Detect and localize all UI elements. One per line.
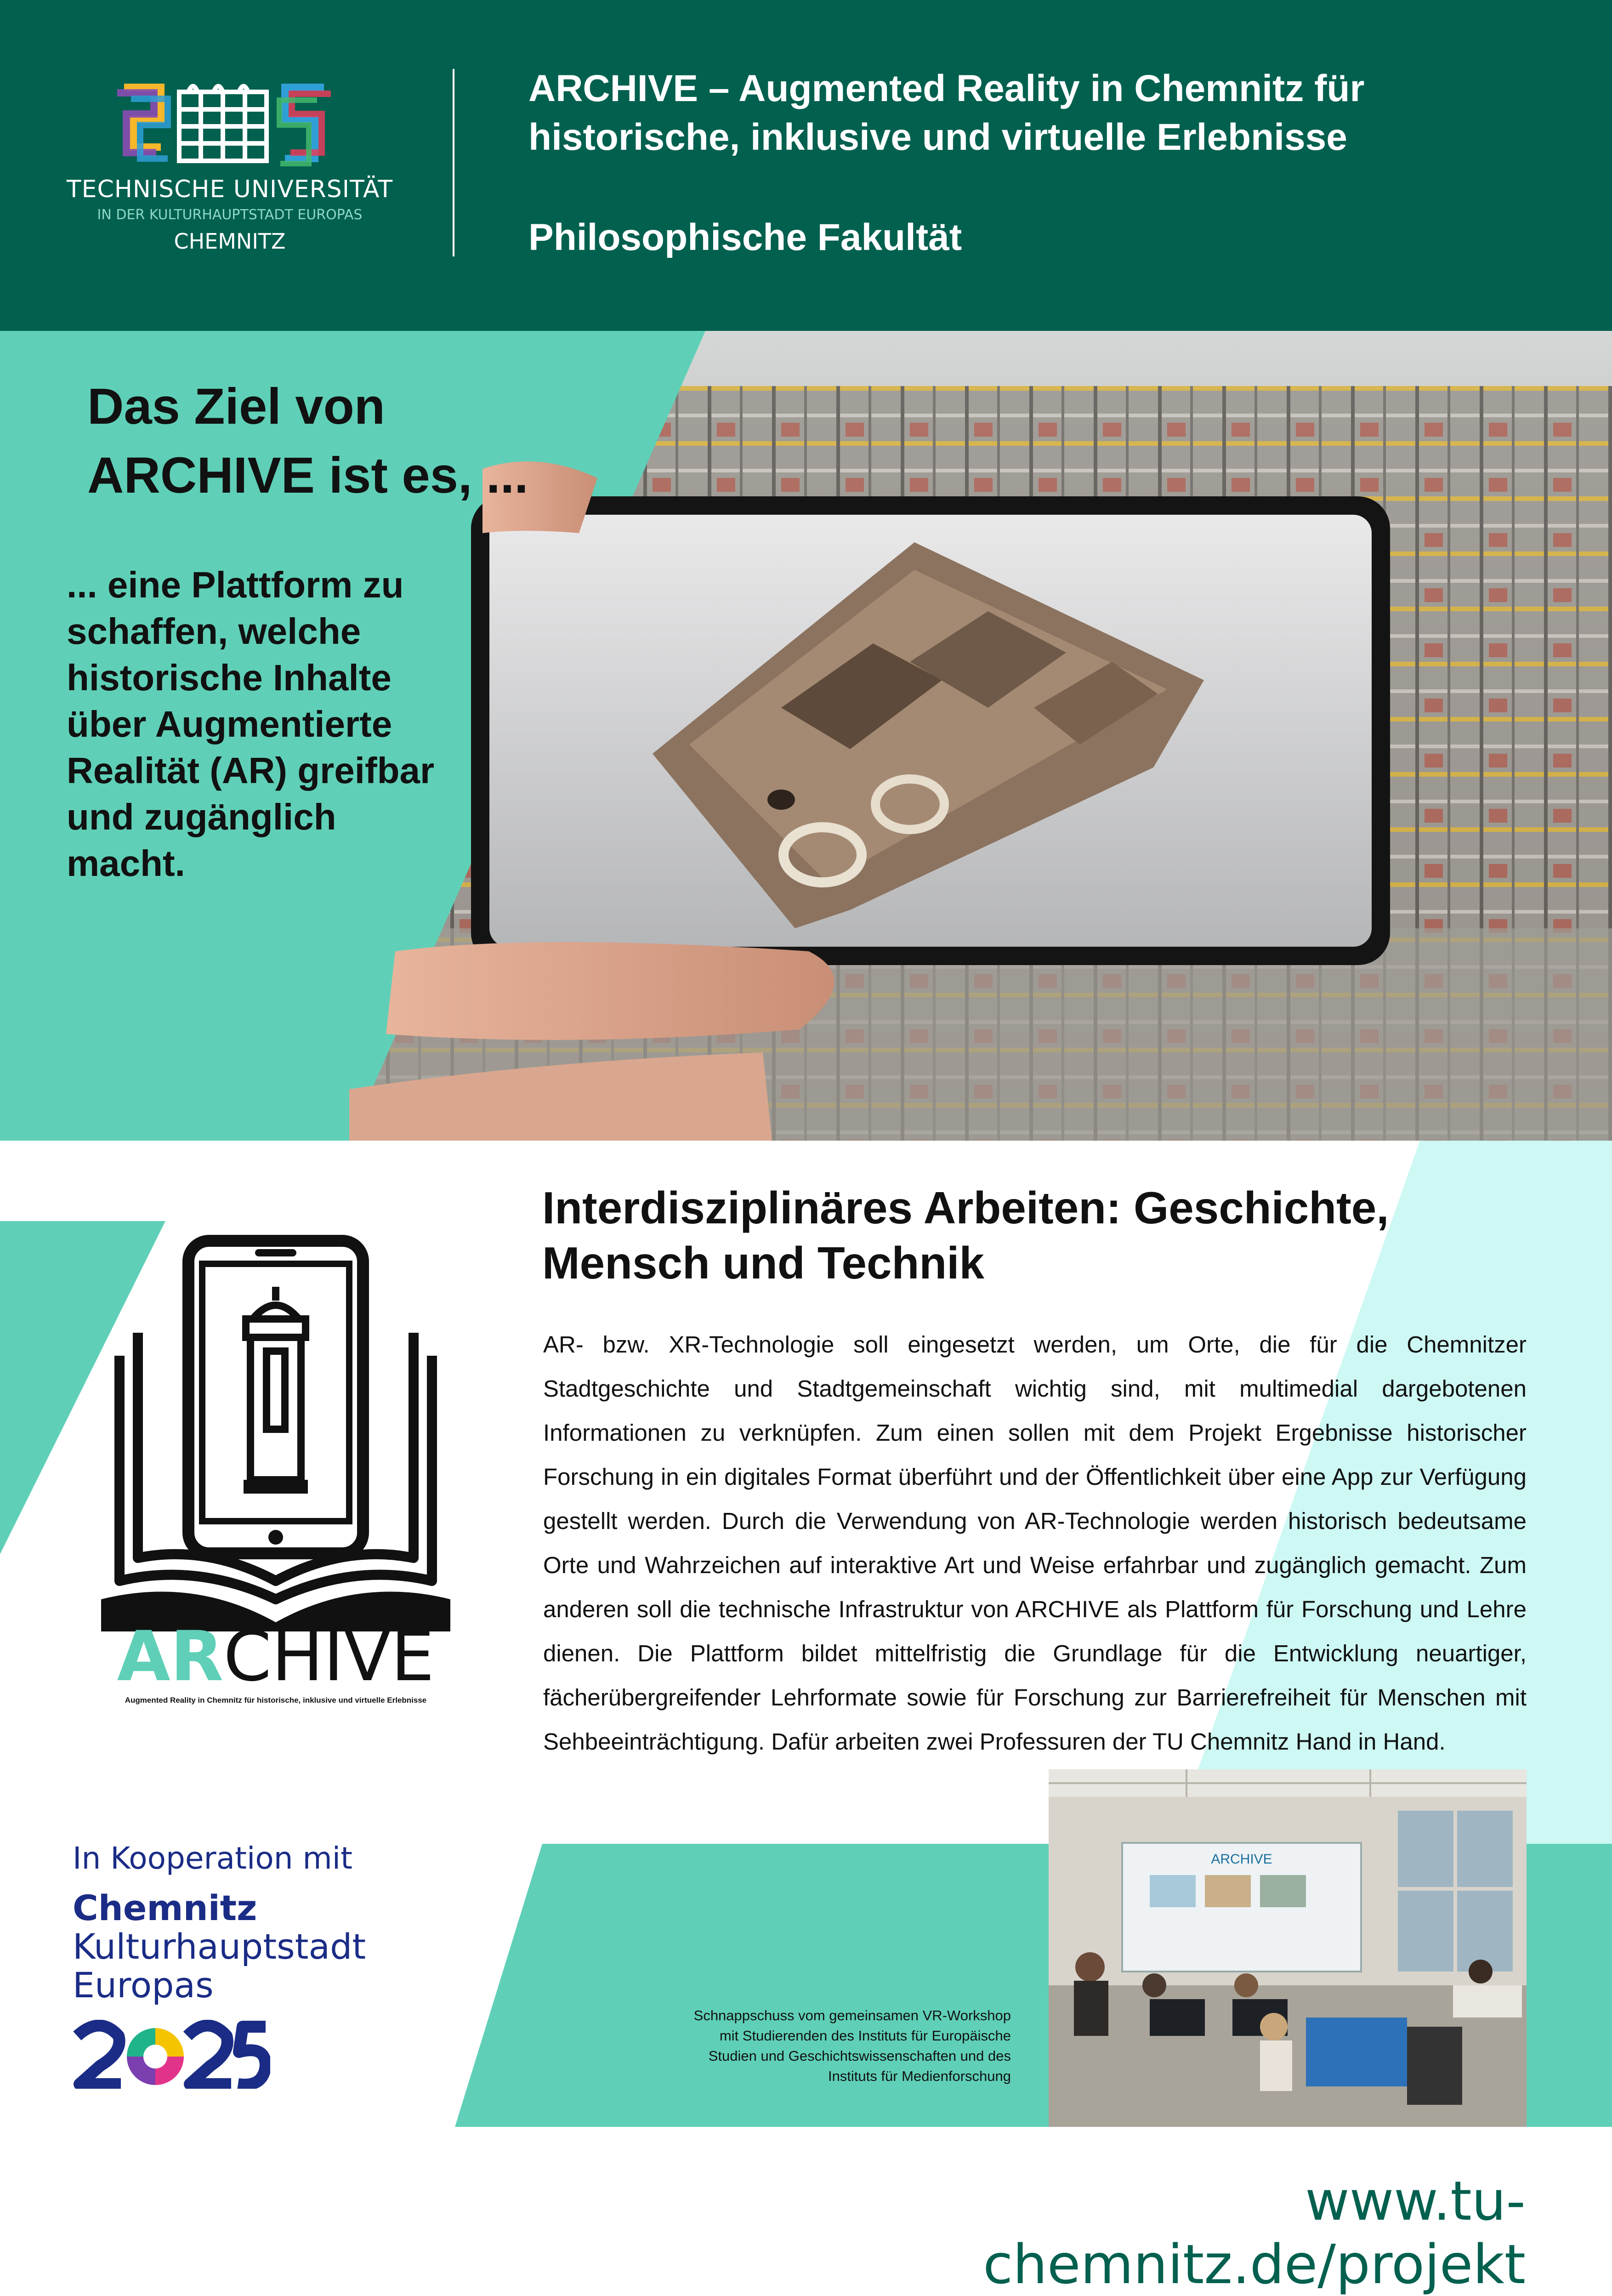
section-heading [542,1180,1507,1290]
tu-chemnitz-logo [64,74,395,267]
hero-heading-line-1: Das Ziel von [87,378,385,435]
project-title-line-2: historische, inklusive und virtuelle Erlebnisse [528,116,1347,158]
faculty-name: Philosophische Fakultät [528,216,962,258]
hero-text-line: Realität (AR) greifbar [67,750,435,791]
section-heading-line-2: Mensch und Technik [542,1238,984,1288]
hero-text-line: macht. [67,843,185,884]
university-name: TECHNISCHE UNIVERSITÄT [66,176,393,203]
university-subtitle: IN DER KULTURHAUPTSTADT EUROPAS [97,207,363,223]
partner-name-line: Europas [73,1965,214,2006]
project-url[interactable]: www.tu-chemnitz.de/projekt [983,2169,1526,2296]
hero-text-line: schaffen, welche [67,611,361,652]
hero-goal-text [67,562,480,887]
project-title-line-1: ARCHIVE – Augmented Reality in Chemnitz für [528,68,1365,109]
header-divider [453,69,454,256]
cooperation-partner-name [73,1889,366,2005]
caption-line: Studien und Geschichtswissenschaften und des [708,2048,1011,2064]
hero-text-line: und zugänglich [67,796,336,837]
hero-text-line: historische Inhalte [67,657,392,698]
university-city: CHEMNITZ [174,229,286,254]
project-title [528,64,1539,162]
archive-logo [92,1232,460,1710]
hero-text-line: über Augmentierte [67,704,392,744]
workshop-photo [1049,1769,1527,2127]
archive-wordmark-ar: AR [117,1617,224,1697]
caption-line: Schnappschuss vom gemeinsamen VR-Workshop [693,2007,1011,2023]
hero-heading [87,372,639,510]
caption-line: Instituts für Medienforschung [828,2068,1011,2084]
projected-screen-text: ARCHIVE [1211,1852,1272,1867]
archive-wordmark [92,1617,460,1697]
cooperation-label: In Kooperation mit [73,1841,353,1876]
chemnitz-2025-logo-icon [73,2020,270,2089]
section-heading-line-1: Interdisziplinäres Arbeiten: Geschichte, [542,1182,1389,1233]
workshop-classroom-image [1049,1769,1527,2127]
photo-caption [574,2006,1011,2086]
tu-2025-logo-icon [64,74,395,175]
hero-text-line: ... eine Plattform zu [67,564,404,605]
project-description: AR- bzw. XR-Technologie soll eingesetzt werden, um Orte, die für die Chemnitzer Stadtgeschichte und Stadtgemeinschaft wichtig sind, mit multimedial dargebotenen Informationen zu verknüpfen. Zum einen sollen mit dem Projekt Ergebnisse historischer Forschung in ein digitales Format überführt und der Öffentlichkeit über eine App zur Verfügung gestellt werden. Durch die Verwendung von AR-Technologie werden historisch bedeutsame Orte und Wahrzeichen auf interaktive Art und Weise erfahrbar und zugänglich gemacht. Zum anderen soll die technische Infrastruktur von ARCHIVE als Plattform für Forschung und Lehre dienen. Die Plattform bildet mittelfristig die Grundlage für die Entwicklung neuartiger, fächerübergreifender Lehrformate sowie für Forschung zur Barrierefreiheit für Menschen mit Sehbeeinträchtigung. Dafür arbeiten zwei Professuren der TU Chemnitz Hand in Hand. [543,1331,1527,1755]
partner-name-line: Chemnitz [73,1887,257,1928]
archive-wordmark-chive: CHIVE [223,1617,435,1697]
archive-phone-book-icon [92,1232,460,1636]
caption-line: mit Studierenden des Instituts für Europäische [719,2028,1011,2044]
partner-name-line: Kulturhauptstadt [73,1926,366,1967]
hero-heading-line-2: ARCHIVE ist es, ... [87,447,528,504]
archive-tagline: Augmented Reality in Chemnitz für historische, inklusive und virtuelle Erlebnisse [125,1696,427,1705]
